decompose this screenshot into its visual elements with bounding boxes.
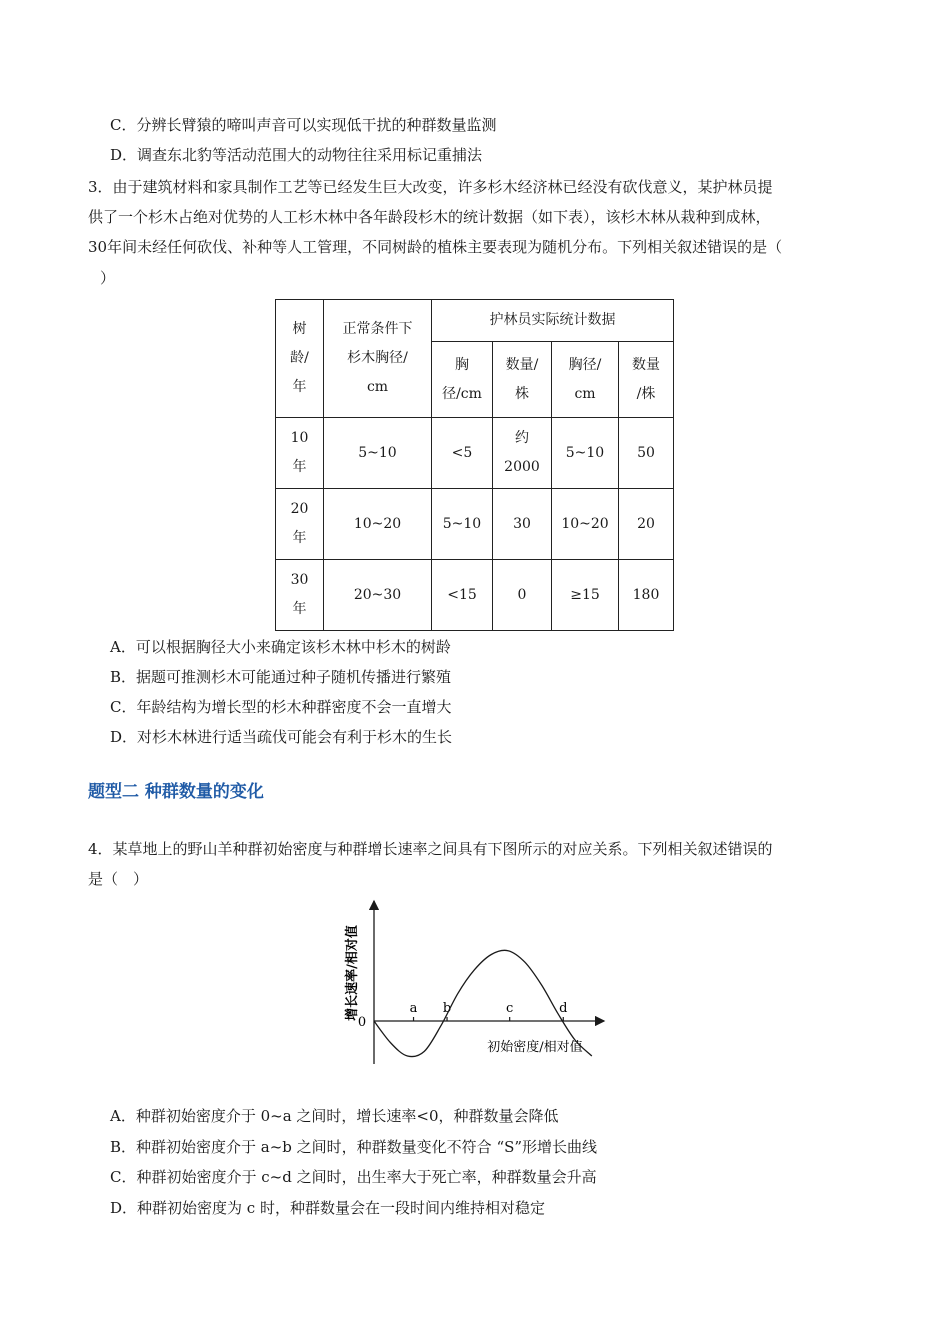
header-sub-diameter-2: 胸径/ cm — [552, 342, 619, 418]
q4-option-c: C．种群初始密度介于 c~d 之间时，出生率大于死亡率，种群数量会升高 — [110, 1168, 597, 1186]
cell-count-1: 30 — [493, 489, 552, 560]
table-row — [276, 560, 674, 631]
q3-stem-line4: ） — [100, 269, 116, 287]
q2-option-c: C．分辨长臂猿的啼叫声音可以实现低干扰的种群数量监测 — [110, 116, 497, 134]
q3-option-b: B．据题可推测杉木可能通过种子随机传播进行繁殖 — [110, 668, 452, 686]
growth-rate-chart — [338, 893, 613, 1068]
q3-option-c: C．年龄结构为增长型的杉木种群密度不会一直增大 — [110, 698, 452, 716]
cell-count-2: 20 — [619, 489, 674, 560]
q4-option-d: D．种群初始密度为 c 时，种群数量会在一段时间内维持相对稳定 — [110, 1199, 545, 1217]
header-survey-data: 护林员实际统计数据 — [432, 300, 674, 342]
q2-option-d: D．调查东北豹等活动范围大的动物往往采用标记重捕法 — [110, 146, 483, 164]
header-normal-diameter: 正常条件下 杉木胸径/ cm — [324, 300, 432, 418]
section-title: 题型二 种群数量的变化 — [88, 782, 264, 802]
cell-count-1: 0 — [493, 560, 552, 631]
cell-normal: 20~30 — [324, 560, 432, 631]
q3-option-d: D．对杉木林进行适当疏伐可能会有利于杉木的生长 — [110, 728, 453, 746]
header-age: 树 龄/ 年 — [276, 300, 324, 418]
cell-diameter-2: 5~10 — [552, 418, 619, 489]
q4-option-a: A．种群初始密度介于 0~a 之间时，增长速率<0，种群数量会降低 — [110, 1107, 559, 1125]
x-tick-label-b: b — [442, 1001, 452, 1016]
cell-diameter-1: <15 — [432, 560, 493, 631]
q3-option-a: A．可以根据胸径大小来确定该杉木林中杉木的树龄 — [110, 638, 451, 656]
cell-diameter-2: ≥15 — [552, 560, 619, 631]
q3-data-table — [275, 299, 674, 631]
cell-diameter-1: <5 — [432, 418, 493, 489]
cell-age: 30 年 — [276, 560, 324, 631]
cell-count-1: 约 2000 — [493, 418, 552, 489]
y-axis-label: 增长速率/相对值 — [345, 925, 360, 1021]
q4-stem-line1: 4．某草地上的野山羊种群初始密度与种群增长速率之间具有下图所示的对应关系。下列相关叙述错误的 — [88, 840, 773, 858]
table-row — [276, 418, 674, 489]
q3-stem-line2: 供了一个杉木占绝对优势的人工杉木林中各年龄段杉木的统计数据（如下表），该杉木林从栽种到成林， — [88, 208, 771, 226]
x-axis-label: 初始密度/相对值 — [487, 1040, 583, 1055]
cell-age: 10 年 — [276, 418, 324, 489]
q4-option-b: B．种群初始密度介于 a~b 之间时，种群数量变化不符合 “S”形增长曲线 — [110, 1138, 598, 1156]
cell-normal: 5~10 — [324, 418, 432, 489]
q3-stem-line1: 3．由于建筑材料和家具制作工艺等已经发生巨大改变，许多杉木经济林已经没有砍伐意义，某护林员提 — [88, 178, 773, 196]
x-tick-label-d: d — [559, 1001, 568, 1016]
table-row — [276, 489, 674, 560]
header-sub-diameter-1: 胸 径/cm — [432, 342, 493, 418]
origin-label: 0 — [357, 1015, 367, 1030]
cell-count-2: 50 — [619, 418, 674, 489]
cell-diameter-2: 10~20 — [552, 489, 619, 560]
q3-stem-line3: 30年间未经任何砍伐、补种等人工管理，不同树龄的植株主要表现为随机分布。下列相关叙述错误的是（ — [88, 238, 783, 256]
x-tick-label-c: c — [506, 1001, 514, 1016]
cell-age: 20 年 — [276, 489, 324, 560]
cell-count-2: 180 — [619, 560, 674, 631]
q4-stem-line2: 是（ ） — [88, 870, 149, 888]
x-tick-label-a: a — [409, 1001, 418, 1016]
cell-normal: 10~20 — [324, 489, 432, 560]
cell-diameter-1: 5~10 — [432, 489, 493, 560]
header-sub-count-2: 数量 /株 — [619, 342, 674, 418]
header-sub-count-1: 数量/ 株 — [493, 342, 552, 418]
